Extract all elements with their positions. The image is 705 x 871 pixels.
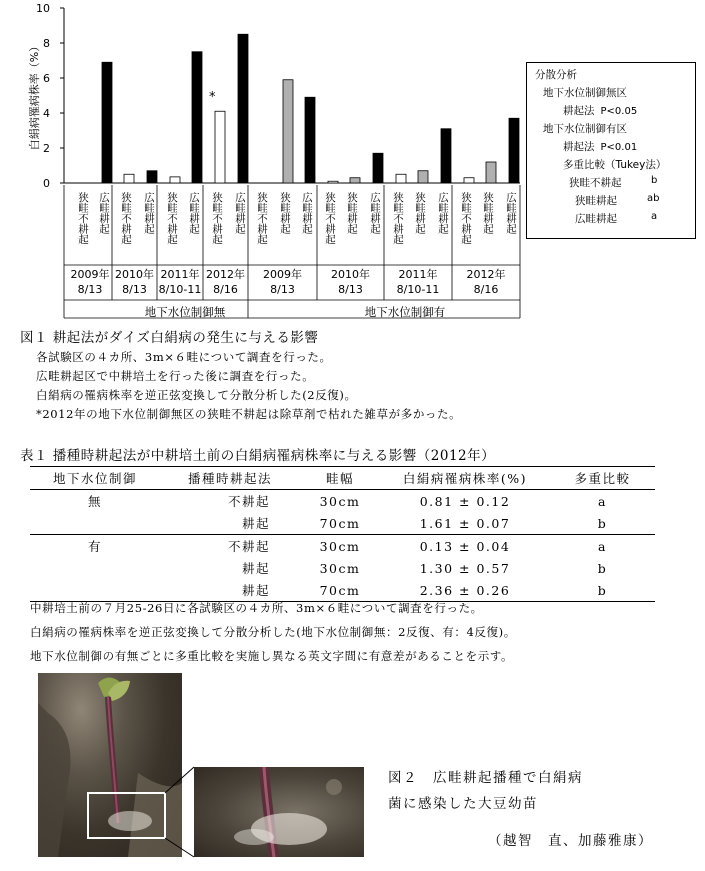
figure2-authors: （越智 直、加藤雅康）: [488, 833, 653, 849]
period-year: 2010年: [331, 268, 370, 281]
group-label-with-control: 地下水位制御有: [364, 305, 446, 319]
cell-rate: 0.13 ± 0.04: [380, 535, 550, 558]
period-date: 8/10-11: [158, 283, 202, 296]
category-label: 狭畦不耕起: [256, 192, 268, 245]
figure2-caption: 菌に感染した大豆幼苗: [388, 796, 538, 812]
period-year: 2012年: [466, 268, 506, 281]
cell-control: 無: [87, 494, 102, 509]
anova-line: 耕起法 P<0.01: [563, 141, 638, 153]
category-label: 広畦耕起: [188, 192, 200, 234]
category-label: 広畦耕起: [505, 192, 517, 234]
category-label: 狭畦不耕起: [77, 192, 89, 245]
period-date: 8/16: [213, 283, 238, 296]
period-year: 2011年: [160, 268, 200, 281]
group-label-no-control: 地下水位制御無: [144, 305, 226, 319]
anova-line: 地下水位制御有区: [543, 123, 627, 135]
category-label: 狭畦不耕起: [392, 192, 404, 245]
anova-line-value: a: [651, 211, 658, 222]
figure1-note: *2012年の地下水位制御無区の狭畦不耕起は除草剤で枯れた雑草が多かった。: [36, 407, 462, 421]
y-tick-label: 10: [36, 2, 50, 15]
figure1-note: 白絹病の罹病株率を逆正弦変換して分散分析した(2反復)。: [36, 388, 357, 402]
category-label: 広畦耕起: [301, 192, 313, 234]
cell-width: 30cm: [319, 493, 361, 509]
period-date: 8/10-11: [396, 283, 440, 296]
category-label: 広畦耕起: [437, 192, 449, 234]
category-label: 狭畦不耕起: [166, 192, 178, 245]
table-header: 畦幅: [300, 467, 380, 490]
figure1-caption: 図１ 耕起法がダイズ白絹病の発生に与える影響: [20, 330, 319, 346]
category-label: 狭畦耕起: [414, 192, 426, 234]
cell-comparison: b: [550, 579, 655, 602]
anova-line-value: b: [651, 175, 658, 186]
cell-method: 不耕起: [227, 494, 270, 509]
period-date: 8/13: [77, 283, 103, 296]
table1-note: 中耕培土前の７月25-26日に各試験区の４カ所、3m×６畦について調査を行った。: [30, 601, 483, 615]
cell-comparison: a: [598, 493, 607, 509]
y-tick-label: 8: [43, 37, 50, 50]
table1-note: 白絹病の罹病株率を逆正弦変換して分散分析した(地下水位制御無：2反復、有：4反復)。: [30, 625, 516, 639]
category-label: 広畦耕起: [369, 192, 381, 234]
cell-width: 30cm: [319, 560, 361, 576]
table1-title: 表１ 播種時耕起法が中耕培土前の白絹病罹病株率に与える影響（2012年）: [20, 448, 496, 464]
anova-line-value: ab: [647, 193, 660, 204]
table-header: 多重比較: [550, 467, 655, 490]
period-year: 2011年: [398, 268, 438, 281]
asterisk-mark: *: [209, 90, 216, 105]
cell-rate: 0.81 ± 0.12: [419, 493, 511, 509]
anova-line: 多重比較（Tukey法）: [563, 159, 667, 171]
cell-method: 耕起: [241, 516, 270, 531]
category-label: 狭畦不耕起: [120, 192, 132, 245]
period-year: 2012年: [206, 268, 245, 281]
period-year: 2010年: [115, 268, 154, 281]
y-tick-label: 6: [43, 72, 50, 85]
anova-title: 分散分析: [535, 69, 577, 81]
category-label: 狭畦耕起: [482, 192, 494, 234]
cell-width: 30cm: [300, 535, 380, 558]
table1-note: 地下水位制御の有無ごとに多重比較を実施し異なる英文字間に有意差があることを示す。: [30, 649, 514, 663]
category-label: 広畦耕起: [143, 192, 155, 234]
cell-rate: 1.30 ± 0.57: [419, 560, 511, 576]
cell-control: 有: [30, 535, 160, 558]
y-tick-label: 4: [43, 107, 50, 120]
category-label: 狭畦耕起: [279, 192, 291, 234]
table-header: 播種時耕起法: [160, 467, 300, 490]
y-axis-label: 白絹病罹病株率（%）: [28, 40, 41, 151]
table-header: 地下水位制御: [30, 467, 160, 490]
category-label: 広畦耕起: [234, 192, 246, 234]
period-year: 2009年: [263, 268, 302, 281]
y-tick-label: 2: [43, 142, 50, 155]
table-header: 白絹病罹病株率(%): [380, 467, 550, 490]
cell-method: 耕起: [241, 561, 270, 576]
cell-method: 耕起: [160, 579, 300, 602]
category-label: 狭畦不耕起: [460, 192, 472, 245]
anova-line: 耕起法 P<0.05: [563, 105, 638, 117]
cell-comparison: b: [597, 515, 608, 531]
cell-width: 70cm: [300, 579, 380, 602]
figure1-note: 各試験区の４カ所、3m×６畦について調査を行った。: [36, 350, 332, 364]
anova-line: 地下水位制御無区: [543, 87, 627, 99]
cell-method: 不耕起: [160, 535, 300, 558]
period-date: 8/13: [122, 283, 147, 296]
period-date: 8/13: [338, 283, 363, 296]
cell-width: 70cm: [319, 515, 361, 531]
cell-comparison: b: [597, 560, 608, 576]
period-date: 8/13: [270, 283, 295, 296]
period-year: 2009年: [70, 268, 110, 281]
y-tick-label: 0: [43, 177, 50, 190]
anova-line: 狭畦耕起: [575, 195, 617, 207]
category-label: 狭畦不耕起: [211, 192, 223, 245]
anova-line: 広畦耕起: [575, 213, 617, 225]
period-date: 8/16: [473, 283, 499, 296]
cell-rate: 1.61 ± 0.07: [419, 515, 511, 531]
category-label: 広畦耕起: [98, 192, 110, 234]
figure2-caption: 図２ 広畦耕起播種で白絹病: [388, 770, 583, 786]
category-label: 狭畦耕起: [346, 192, 358, 234]
anova-line: 狭畦不耕起: [569, 177, 622, 189]
category-label: 狭畦不耕起: [324, 192, 336, 245]
cell-comparison: a: [550, 535, 655, 558]
figure1-note: 広畦耕起区で中耕培土を行った後に調査を行った。: [36, 369, 315, 383]
cell-rate: 2.36 ± 0.26: [380, 579, 550, 602]
